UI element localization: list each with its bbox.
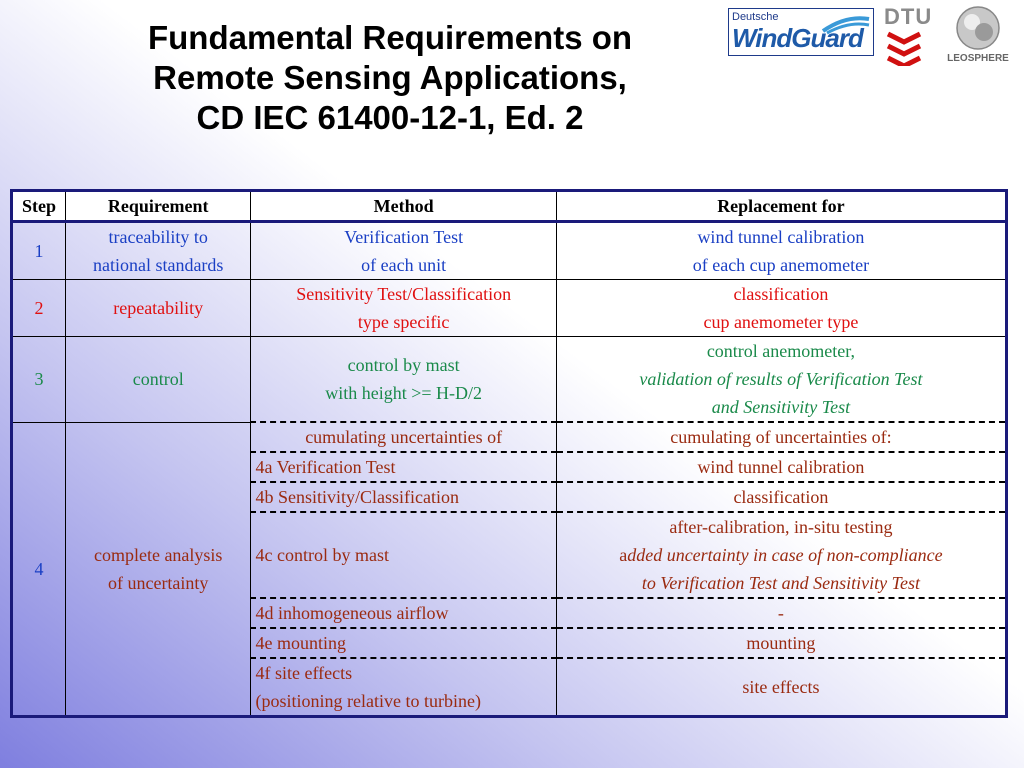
step-cell: 1 bbox=[12, 222, 66, 280]
windguard-logo-small-text: Deutsche bbox=[732, 11, 779, 23]
dtu-logo-text: DTU bbox=[884, 4, 933, 29]
windguard-logo bbox=[728, 8, 874, 56]
method-line: (positioning relative to turbine) bbox=[255, 691, 481, 711]
replacement-line: classification bbox=[733, 284, 829, 304]
requirement-cell: control bbox=[65, 337, 251, 423]
header-method: Method bbox=[251, 191, 556, 222]
requirements-table bbox=[10, 189, 1008, 718]
windguard-logo-text: WindGuard bbox=[732, 23, 863, 53]
method-cell bbox=[251, 658, 556, 717]
requirement-line: complete analysis bbox=[93, 544, 223, 565]
leosphere-sphere-icon bbox=[953, 4, 1003, 52]
table-header-row bbox=[12, 191, 1007, 222]
method-cell bbox=[251, 222, 556, 280]
requirement-line: of uncertainty bbox=[107, 572, 209, 593]
requirement-line: traceability to bbox=[108, 227, 208, 247]
method-line: control by mast bbox=[347, 355, 460, 375]
method-line: Verification Test bbox=[344, 227, 464, 247]
step-cell: 4 bbox=[12, 422, 66, 717]
replacement-cell: classification bbox=[556, 482, 1006, 512]
header-step: Step bbox=[12, 191, 66, 222]
replacement-line: a bbox=[619, 545, 628, 565]
step-cell: 3 bbox=[12, 337, 66, 423]
replacement-cell: mounting bbox=[556, 628, 1006, 658]
requirement-cell bbox=[65, 222, 251, 280]
replacement-cell: site effects bbox=[556, 658, 1006, 717]
replacement-line: cup anemometer type bbox=[703, 312, 859, 332]
table-row bbox=[12, 280, 1007, 337]
method-cell: 4a Verification Test bbox=[251, 452, 556, 482]
method-cell: 4d inhomogeneous airflow bbox=[251, 598, 556, 628]
replacement-line: wind tunnel calibration bbox=[697, 227, 865, 247]
requirement-line: national standards bbox=[92, 255, 224, 275]
replacement-cell bbox=[556, 337, 1006, 423]
step-cell: 2 bbox=[12, 280, 66, 337]
leosphere-logo bbox=[938, 4, 1018, 66]
leosphere-logo-text: LEOSPHERE bbox=[947, 53, 1009, 64]
replacement-line: validation of results of Verification Test bbox=[639, 369, 923, 389]
table-row bbox=[12, 222, 1007, 280]
title-line-1: Fundamental Requirements on bbox=[147, 19, 633, 56]
title-line-2: Remote Sensing Applications, bbox=[153, 59, 627, 96]
method-line: of each unit bbox=[361, 255, 447, 275]
title-line-3: CD IEC 61400-12-1, Ed. 2 bbox=[196, 99, 584, 136]
method-line: with height >= H-D/2 bbox=[325, 383, 483, 403]
replacement-line: and Sensitivity Test bbox=[711, 397, 851, 417]
dtu-logo bbox=[884, 4, 933, 64]
replacement-cell: cumulating of uncertainties of: bbox=[556, 422, 1006, 452]
table-row bbox=[12, 422, 1007, 452]
replacement-line: dded uncertainty in case of non-compliance bbox=[627, 545, 943, 565]
replacement-cell bbox=[556, 512, 1006, 598]
method-line: type specific bbox=[357, 312, 450, 332]
replacement-cell: - bbox=[556, 598, 1006, 628]
replacement-cell: wind tunnel calibration bbox=[556, 452, 1006, 482]
replacement-cell bbox=[556, 222, 1006, 280]
slide-title bbox=[60, 18, 720, 138]
method-cell: 4e mounting bbox=[251, 628, 556, 658]
header-requirement: Requirement bbox=[65, 191, 251, 222]
replacement-line: of each cup anemometer bbox=[692, 255, 870, 275]
method-cell bbox=[251, 337, 556, 423]
replacement-cell bbox=[556, 280, 1006, 337]
header-replacement: Replacement for bbox=[556, 191, 1006, 222]
method-line: Sensitivity Test/Classification bbox=[296, 284, 512, 304]
replacement-line: control anemometer, bbox=[706, 341, 856, 361]
method-cell: 4b Sensitivity/Classification bbox=[251, 482, 556, 512]
requirement-cell: repeatability bbox=[65, 280, 251, 337]
method-cell: 4c control by mast bbox=[251, 512, 556, 598]
replacement-line: after-calibration, in-situ testing bbox=[669, 517, 893, 537]
method-cell bbox=[251, 280, 556, 337]
replacement-line: to Verification Test and Sensitivity Test bbox=[641, 573, 921, 593]
method-cell: cumulating uncertainties of bbox=[251, 422, 556, 452]
requirement-cell bbox=[65, 422, 251, 717]
method-line: 4f site effects bbox=[255, 663, 353, 683]
dtu-waves-icon bbox=[884, 30, 924, 66]
table-row bbox=[12, 337, 1007, 423]
windguard-swoosh-icon bbox=[821, 13, 871, 35]
